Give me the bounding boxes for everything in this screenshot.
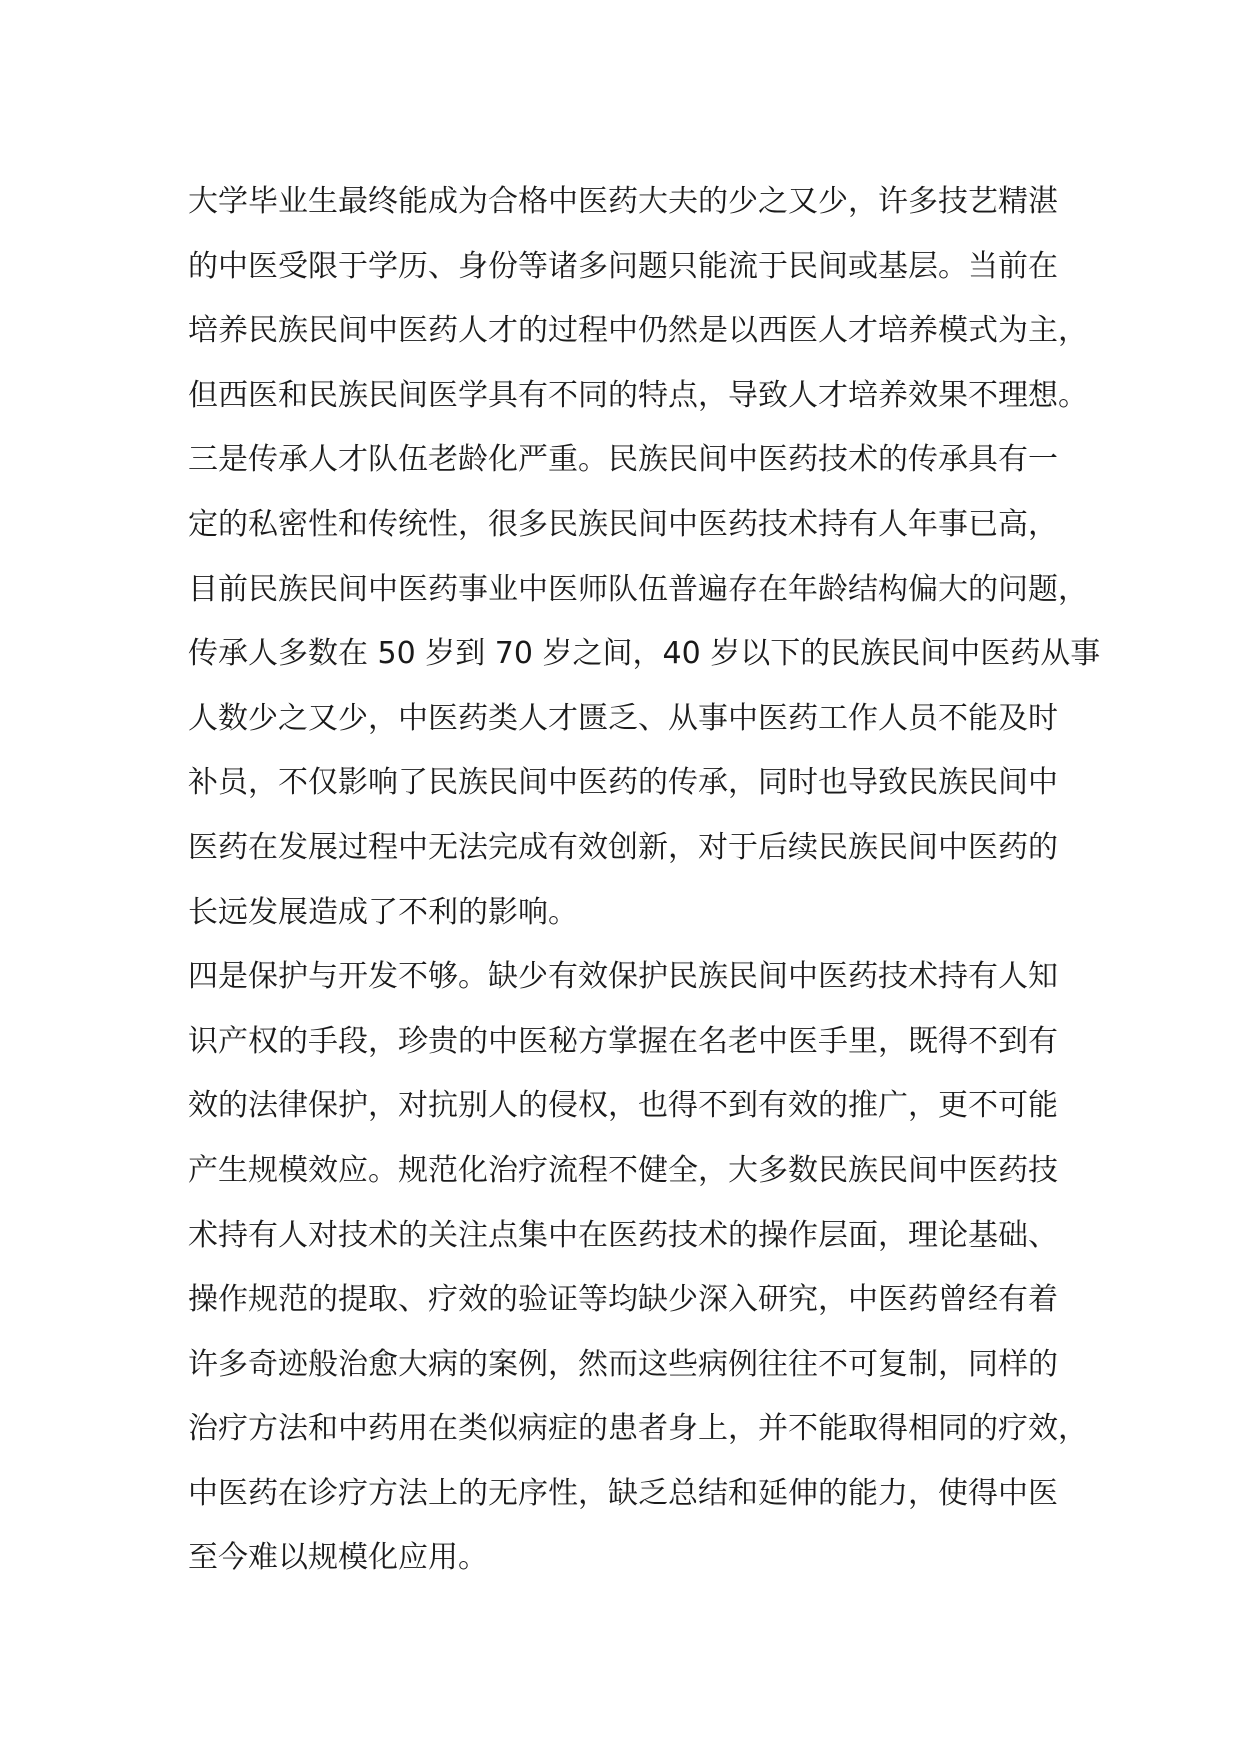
text-line: 传承人多数在 50 岁到 70 岁之间，40 岁以下的民族民间中医药从事 bbox=[188, 636, 1101, 672]
body-text bbox=[188, 170, 1101, 1591]
text-line: 治疗方法和中药用在类似病症的患者身上，并不能取得相同的疗效， bbox=[188, 1411, 1088, 1447]
text-line: 识产权的手段，珍贵的中医秘方掌握在名老中医手里，既得不到有 bbox=[188, 1023, 1058, 1059]
text-line: 操作规范的提取、疗效的验证等均缺少深入研究，中医药曾经有着 bbox=[188, 1282, 1058, 1318]
text-line: 四是保护与开发不够。缺少有效保护民族民间中医药技术持有人知 bbox=[188, 959, 1058, 995]
text-line: 目前民族民间中医药事业中医师队伍普遍存在年龄结构偏大的问题， bbox=[188, 571, 1088, 607]
text-line: 培养民族民间中医药人才的过程中仍然是以西医人才培养模式为主， bbox=[188, 313, 1088, 349]
text-line: 产生规模效应。规范化治疗流程不健全，大多数民族民间中医药技 bbox=[188, 1152, 1058, 1188]
text-line: 许多奇迹般治愈大病的案例，然而这些病例往往不可复制，同样的 bbox=[188, 1346, 1058, 1382]
text-line: 但西医和民族民间医学具有不同的特点，导致人才培养效果不理想。 bbox=[188, 377, 1088, 413]
text-line: 术持有人对技术的关注点集中在医药技术的操作层面，理论基础、 bbox=[188, 1217, 1058, 1253]
text-line: 人数少之又少，中医药类人才匮乏、从事中医药工作人员不能及时 bbox=[188, 700, 1058, 736]
text-line: 中医药在诊疗方法上的无序性，缺乏总结和延伸的能力，使得中医 bbox=[188, 1475, 1058, 1511]
text-line: 长远发展造成了不利的影响。 bbox=[188, 894, 578, 930]
text-line: 效的法律保护，对抗别人的侵权，也得不到有效的推广，更不可能 bbox=[188, 1088, 1058, 1124]
text-line: 三是传承人才队伍老龄化严重。民族民间中医药技术的传承具有一 bbox=[188, 442, 1058, 478]
text-line: 补员，不仅影响了民族民间中医药的传承，同时也导致民族民间中 bbox=[188, 765, 1058, 801]
text-line: 至今难以规模化应用。 bbox=[188, 1540, 488, 1576]
text-line: 医药在发展过程中无法完成有效创新，对于后续民族民间中医药的 bbox=[188, 829, 1058, 865]
text-line: 定的私密性和传统性，很多民族民间中医药技术持有人年事已高， bbox=[188, 506, 1058, 542]
text-line: 大学毕业生最终能成为合格中医药大夫的少之又少，许多技艺精湛 bbox=[188, 184, 1058, 219]
text-line: 的中医受限于学历、身份等诸多问题只能流于民间或基层。当前在 bbox=[188, 248, 1058, 284]
